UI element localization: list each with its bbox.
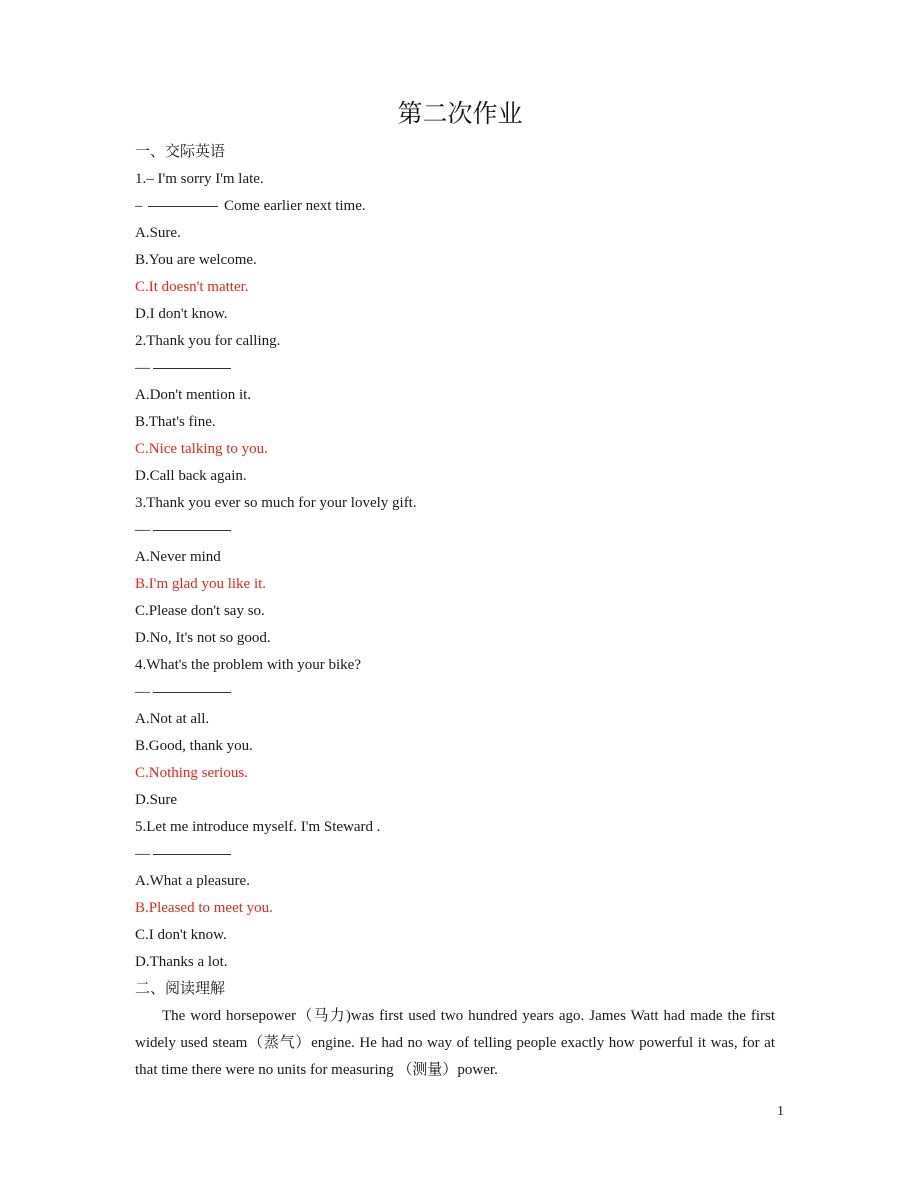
document-body bbox=[135, 139, 775, 1084]
question-4-prompt: 4.What's the problem with your bike? bbox=[135, 657, 361, 673]
answer-blank bbox=[153, 529, 231, 531]
reply-dash: — bbox=[135, 522, 149, 538]
reply-dash: — bbox=[135, 684, 149, 700]
question-3-option-a: A.Never mind bbox=[135, 549, 221, 565]
question-2-reply bbox=[135, 355, 775, 382]
reply-dash: — bbox=[135, 846, 149, 862]
question-4-reply bbox=[135, 679, 775, 706]
question-3-reply bbox=[135, 517, 775, 544]
question-2-prompt: 2.Thank you for calling. bbox=[135, 333, 281, 349]
question-3-option-d: D.No, It's not so good. bbox=[135, 630, 271, 646]
question-1-option-b: B.You are welcome. bbox=[135, 252, 257, 268]
page-title: 第二次作业 bbox=[397, 101, 523, 128]
answer-blank bbox=[153, 691, 231, 693]
question-1-option-d: D.I don't know. bbox=[135, 306, 228, 322]
question-1-option-a: A.Sure. bbox=[135, 225, 181, 241]
question-5-reply bbox=[135, 841, 775, 868]
question-1-prompt: 1.– I'm sorry I'm late. bbox=[135, 171, 264, 187]
question-3-option-b-correct: B.I'm glad you like it. bbox=[135, 576, 267, 592]
section-heading-reading: 二、阅读理解 bbox=[135, 981, 226, 997]
answer-blank bbox=[153, 367, 231, 369]
question-3-prompt: 3.Thank you ever so much for your lovely gift. bbox=[135, 495, 417, 511]
question-2-option-c-correct: C.Nice talking to you. bbox=[135, 441, 268, 457]
reply-text: Come earlier next time. bbox=[224, 198, 366, 214]
reply-dash: — bbox=[135, 360, 149, 376]
question-5-option-c: C.I don't know. bbox=[135, 927, 227, 943]
question-5-option-a: A.What a pleasure. bbox=[135, 873, 250, 889]
question-4-option-c-correct: C.Nothing serious. bbox=[135, 765, 248, 781]
section-heading-communication: 一、交际英语 bbox=[135, 144, 226, 160]
question-5-option-b-correct: B.Pleased to meet you. bbox=[135, 900, 273, 916]
question-2-option-a: A.Don't mention it. bbox=[135, 387, 252, 403]
reply-dash: – bbox=[135, 198, 143, 214]
answer-blank bbox=[148, 205, 218, 207]
question-1-reply bbox=[135, 193, 775, 220]
question-5-prompt: 5.Let me introduce myself. I'm Steward . bbox=[135, 819, 381, 835]
question-2-option-b: B.That's fine. bbox=[135, 414, 216, 430]
question-4-option-a: A.Not at all. bbox=[135, 711, 210, 727]
question-1-option-c-correct: C.It doesn't matter. bbox=[135, 279, 249, 295]
question-3-option-c: C.Please don't say so. bbox=[135, 603, 265, 619]
question-4-option-b: B.Good, thank you. bbox=[135, 738, 253, 754]
reading-paragraph: The word horsepower（马力)was first used two hundred years ago. James Watt had made the first widely used steam（蒸气）engine. He had no way of telling people exactly how powerful it was, for at that time there were no units for measuring （测量）power. bbox=[135, 1008, 775, 1078]
page-number: 1 bbox=[777, 1104, 784, 1119]
question-5-option-d: D.Thanks a lot. bbox=[135, 954, 228, 970]
question-2-option-d: D.Call back again. bbox=[135, 468, 247, 484]
answer-blank bbox=[153, 853, 231, 855]
question-4-option-d: D.Sure bbox=[135, 792, 178, 808]
